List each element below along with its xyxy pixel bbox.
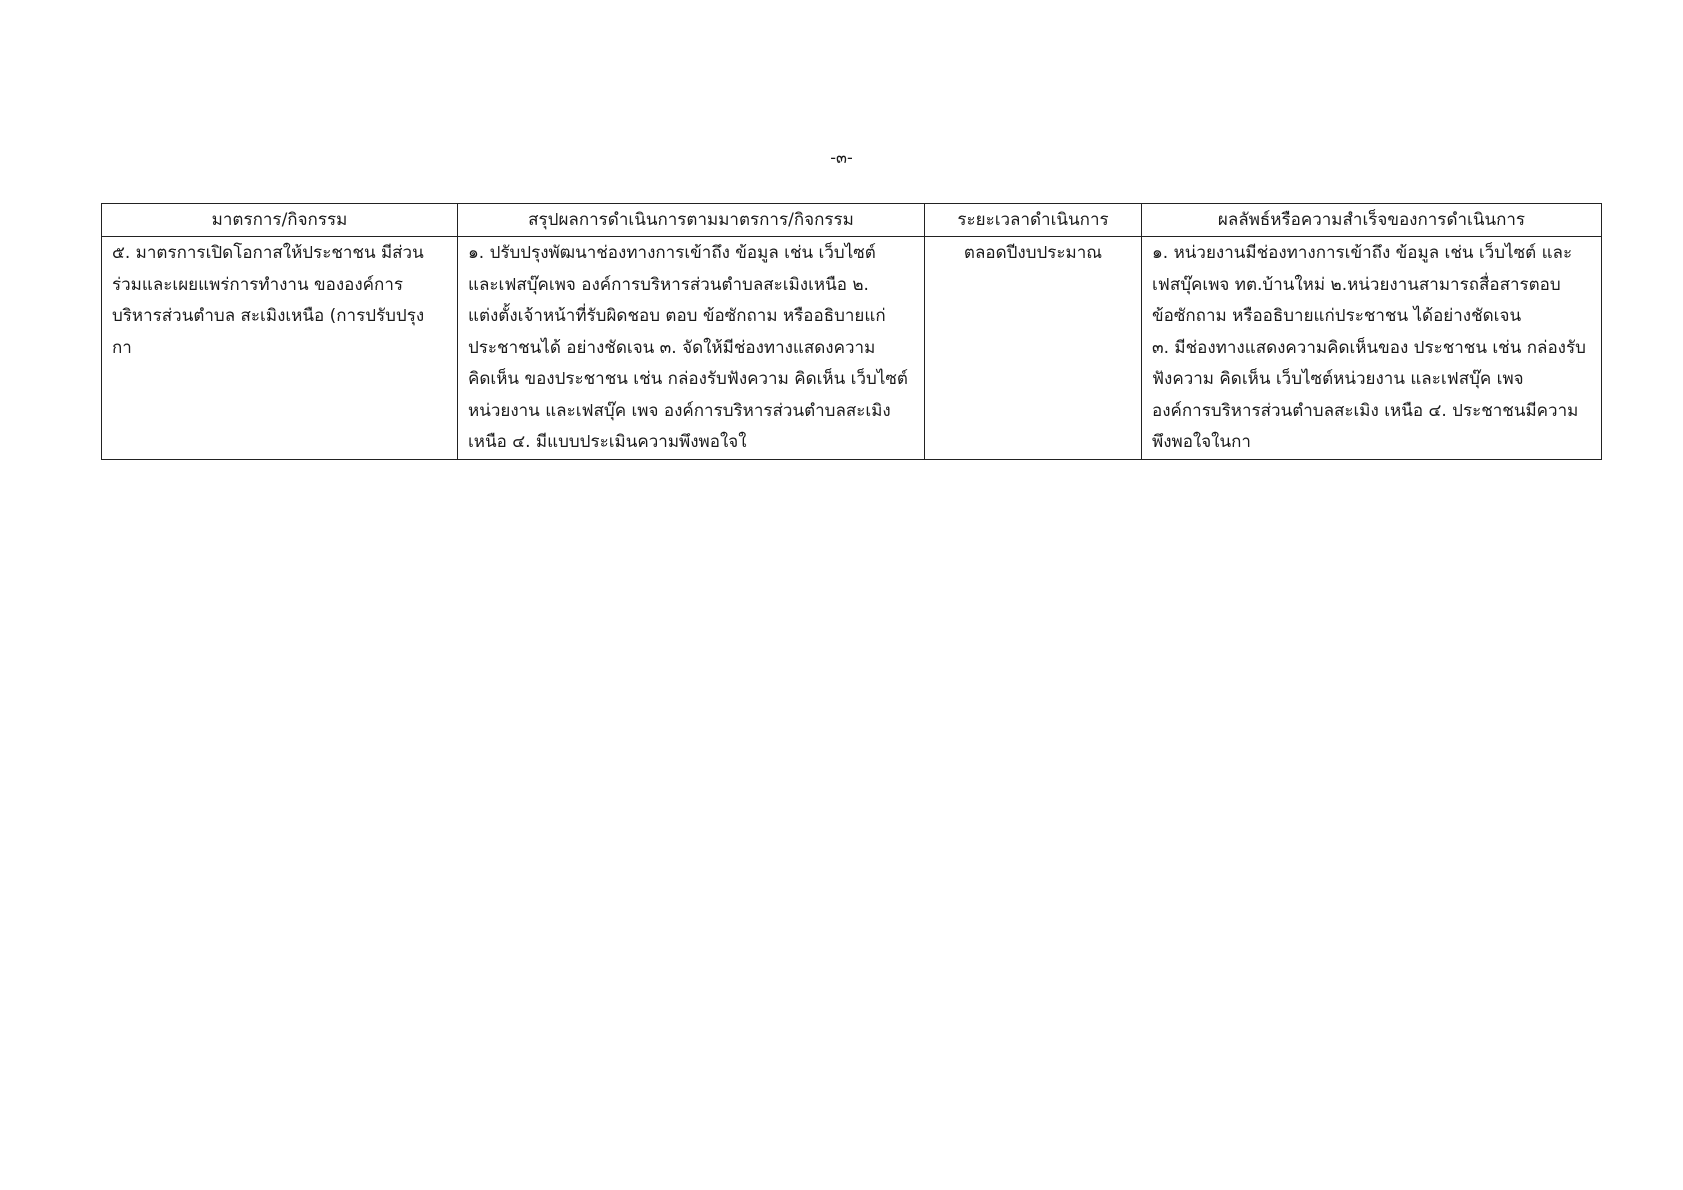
header-row	[102, 204, 1602, 237]
report-table	[101, 203, 1602, 460]
summary-line: เหนือ ๔. มีแบบประเมินความพึงพอใจใ	[468, 432, 747, 452]
result-line: เฟสบุ๊คเพจ ทต.บ้านใหม่ ๒.หน่วยงานสามารถสื่อสารตอบ	[1152, 274, 1561, 295]
page-number: -๓-	[830, 148, 853, 167]
table-row	[102, 237, 1602, 460]
cell-duration	[925, 237, 1142, 460]
result-line: องค์การบริหารส่วนตำบลสะเมิง เหนือ ๔. ประชาชนมีความ	[1152, 400, 1579, 421]
summary-line: หน่วยงาน และเฟสบุ๊ค เพจ องค์การบริหารส่วนตำบลสะเมิง	[468, 400, 891, 421]
result-line: พึงพอใจในกา	[1152, 432, 1251, 452]
measure-line: ๕. มาตรการเปิดโอกาสให้ประชาชน มีส่วน	[112, 243, 424, 263]
summary-line: ๑. ปรับปรุงพัฒนาช่องทางการเข้าถึง ข้อมูล เช่น เว็บไซต์	[468, 243, 876, 263]
cell-summary	[458, 237, 925, 460]
cell-measure	[102, 237, 458, 460]
summary-line: ประชาชนได้ อย่างชัดเจน ๓. จัดให้มีช่องทางแสดงความ	[468, 337, 876, 358]
table-header	[102, 204, 1602, 237]
summary-line: แต่งตั้งเจ้าหน้าที่รับผิดชอบ ตอบ ข้อซักถาม หรืออธิบายแก่	[468, 306, 886, 326]
summary-line: และเฟสบุ๊คเพจ องค์การบริหารส่วนตำบลสะเมิงเหนือ ๒.	[468, 274, 869, 295]
measure-line: กา	[112, 337, 132, 358]
result-line: ๑. หน่วยงานมีช่องทางการเข้าถึง ข้อมูล เช่น เว็บไซต์ และ	[1152, 243, 1573, 263]
table-body	[102, 237, 1602, 460]
result-line: ฟังความ คิดเห็น เว็บไซต์หน่วยงาน และเฟสบุ๊ค เพจ	[1152, 369, 1524, 389]
summary-line: คิดเห็น ของประชาชน เช่น กล่องรับฟังความ คิดเห็น เว็บไซต์	[468, 369, 908, 389]
measure-line: ร่วมและเผยแพร่การทำงาน ขององค์การ	[112, 274, 403, 295]
result-line: ข้อซักถาม หรืออธิบายแก่ประชาชน ได้อย่างชัดเจน	[1152, 306, 1522, 326]
header-result: ผลลัพธ์หรือความสำเร็จของการดำเนินการ	[1142, 204, 1602, 237]
header-duration: ระยะเวลาดำเนินการ	[925, 204, 1142, 237]
result-line: ๓. มีช่องทางแสดงความคิดเห็นของ ประชาชน เช่น กล่องรับ	[1152, 337, 1586, 358]
measure-line: บริหารส่วนตำบล สะเมิงเหนือ (การปรับปรุง	[112, 306, 425, 326]
duration-line: ตลอดปีงบประมาณ	[963, 243, 1103, 263]
cell-result	[1142, 237, 1602, 460]
header-summary: สรุปผลการดำเนินการตามมาตรการ/กิจกรรม	[458, 204, 925, 237]
header-measure: มาตรการ/กิจกรรม	[102, 204, 458, 237]
